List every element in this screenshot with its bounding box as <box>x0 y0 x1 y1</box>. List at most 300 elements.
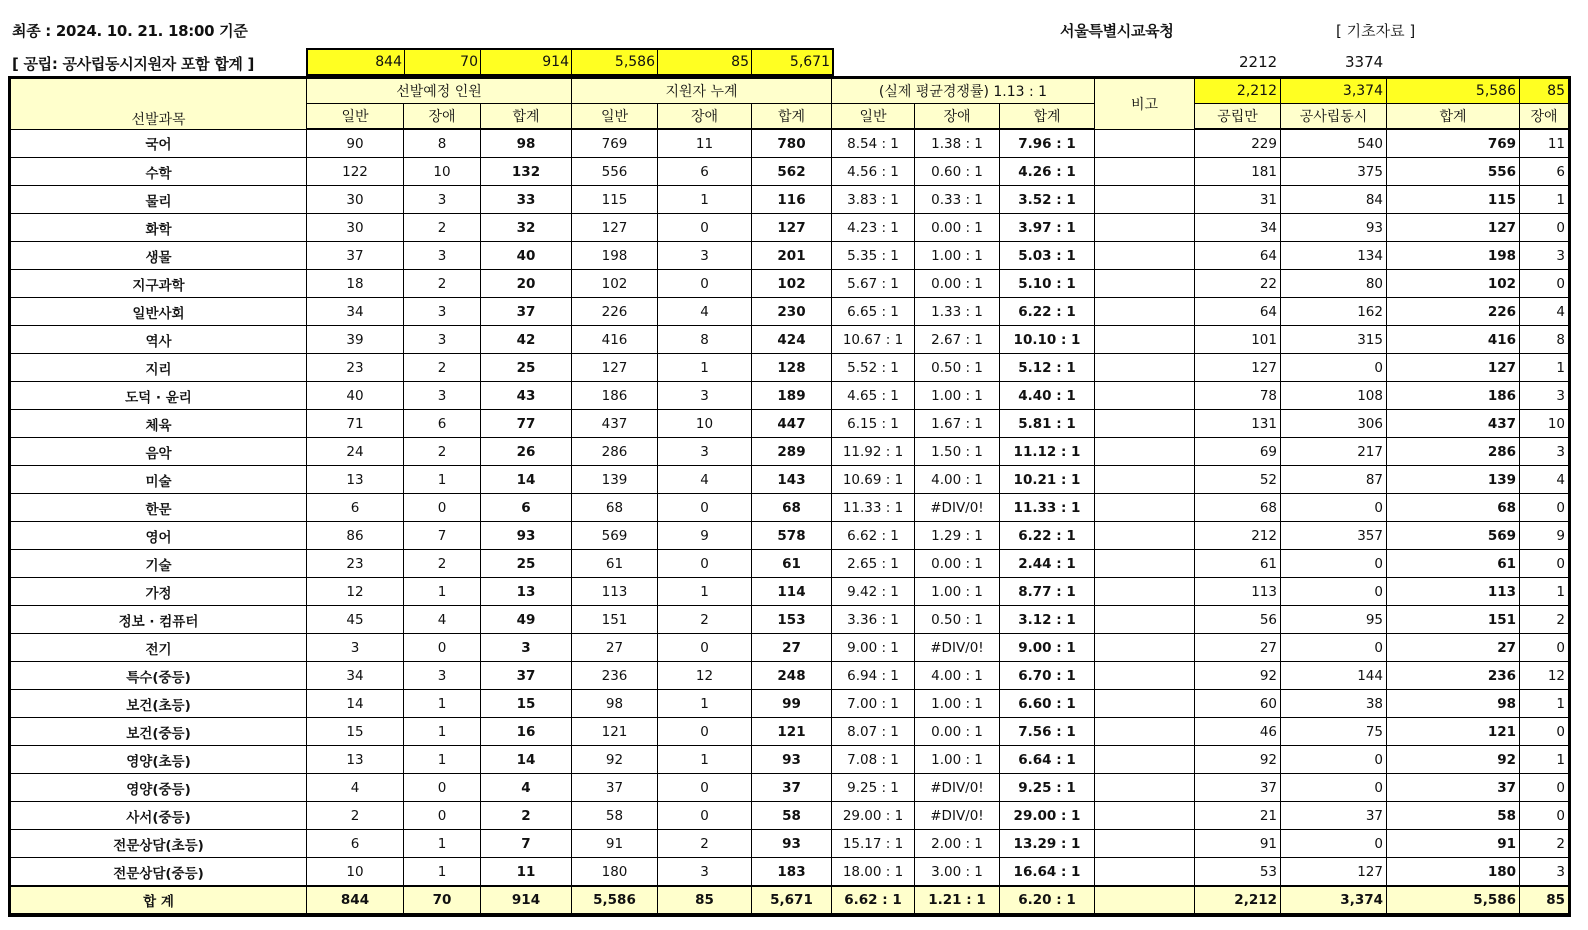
data-cell[interactable]: 3 <box>404 298 481 326</box>
data-cell[interactable]: 115 <box>572 186 658 214</box>
data-cell[interactable]: 37 <box>481 662 572 690</box>
data-cell[interactable]: 12 <box>307 578 404 606</box>
data-cell[interactable]: 37 <box>1281 802 1387 830</box>
data-cell[interactable]: 25 <box>481 550 572 578</box>
data-cell[interactable]: 226 <box>1387 298 1520 326</box>
data-cell[interactable]: 1 <box>1520 690 1569 718</box>
data-cell[interactable]: 0 <box>1281 634 1387 662</box>
data-cell[interactable]: 64 <box>1195 298 1281 326</box>
data-cell[interactable]: 11 <box>481 858 572 887</box>
data-cell[interactable]: #DIV/0! <box>915 634 1000 662</box>
summary-cell[interactable]: 5,671 <box>752 50 832 74</box>
data-cell[interactable]: 5.03 : 1 <box>1000 242 1095 270</box>
data-cell[interactable] <box>1095 410 1195 438</box>
data-cell[interactable]: 38 <box>1281 690 1387 718</box>
data-cell[interactable]: 102 <box>752 270 832 298</box>
subject-cell[interactable]: 체육 <box>11 410 307 438</box>
data-cell[interactable]: 8 <box>1520 326 1569 354</box>
data-cell[interactable]: 0 <box>1520 214 1569 242</box>
data-cell[interactable]: 3 <box>404 662 481 690</box>
data-cell[interactable]: 1 <box>404 690 481 718</box>
data-cell[interactable]: 23 <box>307 354 404 382</box>
data-cell[interactable]: 201 <box>752 242 832 270</box>
data-cell[interactable]: 1 <box>1520 746 1569 774</box>
data-cell[interactable]: 8.54 : 1 <box>832 129 915 158</box>
data-cell[interactable]: 6.20 : 1 <box>1000 886 1095 914</box>
data-cell[interactable]: 3 <box>658 242 752 270</box>
data-cell[interactable]: 85 <box>658 886 752 914</box>
data-cell[interactable]: 6.65 : 1 <box>832 298 915 326</box>
data-cell[interactable]: 7.96 : 1 <box>1000 129 1095 158</box>
data-cell[interactable]: 7.08 : 1 <box>832 746 915 774</box>
data-cell[interactable]: 3 <box>404 326 481 354</box>
data-cell[interactable]: 4 <box>481 774 572 802</box>
data-cell[interactable]: 3 <box>404 242 481 270</box>
data-cell[interactable]: 1 <box>658 578 752 606</box>
data-cell[interactable]: 0 <box>658 634 752 662</box>
data-cell[interactable]: 4 <box>404 606 481 634</box>
data-cell[interactable]: 3 <box>307 634 404 662</box>
data-cell[interactable]: 68 <box>752 494 832 522</box>
data-cell[interactable]: 68 <box>1195 494 1281 522</box>
data-cell[interactable]: 29.00 : 1 <box>1000 802 1095 830</box>
data-cell[interactable] <box>1095 438 1195 466</box>
data-cell[interactable]: 0 <box>658 802 752 830</box>
data-cell[interactable]: 37 <box>307 242 404 270</box>
data-cell[interactable]: 3 <box>404 382 481 410</box>
data-cell[interactable]: 1.38 : 1 <box>915 129 1000 158</box>
data-cell[interactable]: 5.67 : 1 <box>832 270 915 298</box>
data-cell[interactable]: 6.64 : 1 <box>1000 746 1095 774</box>
data-cell[interactable]: 52 <box>1195 466 1281 494</box>
data-cell[interactable]: 4 <box>658 298 752 326</box>
data-cell[interactable]: 540 <box>1281 129 1387 158</box>
data-cell[interactable]: 416 <box>1387 326 1520 354</box>
data-cell[interactable]: 0 <box>1520 718 1569 746</box>
data-cell[interactable]: 10.10 : 1 <box>1000 326 1095 354</box>
data-cell[interactable]: 39 <box>307 326 404 354</box>
data-cell[interactable]: 13 <box>481 578 572 606</box>
data-cell[interactable]: 144 <box>1281 662 1387 690</box>
data-cell[interactable]: 315 <box>1281 326 1387 354</box>
data-cell[interactable]: 1 <box>658 746 752 774</box>
data-cell[interactable]: 2 <box>404 550 481 578</box>
data-cell[interactable]: 14 <box>307 690 404 718</box>
data-cell[interactable]: 40 <box>481 242 572 270</box>
data-cell[interactable]: 0.50 : 1 <box>915 354 1000 382</box>
subject-cell[interactable]: 지리 <box>11 354 307 382</box>
header-yellow-cell[interactable]: 2,212 <box>1195 79 1281 104</box>
data-cell[interactable]: 844 <box>307 886 404 914</box>
data-cell[interactable]: 0 <box>404 774 481 802</box>
data-cell[interactable]: 3.36 : 1 <box>832 606 915 634</box>
data-cell[interactable]: 2 <box>658 830 752 858</box>
data-cell[interactable]: 16.64 : 1 <box>1000 858 1095 887</box>
data-cell[interactable]: 1 <box>658 690 752 718</box>
data-cell[interactable]: 11 <box>1520 129 1569 158</box>
data-cell[interactable]: 0 <box>1520 634 1569 662</box>
subject-cell[interactable]: 도덕 · 윤리 <box>11 382 307 410</box>
data-cell[interactable]: 1 <box>658 354 752 382</box>
data-cell[interactable]: 229 <box>1195 129 1281 158</box>
data-cell[interactable]: 7 <box>404 522 481 550</box>
data-cell[interactable]: 98 <box>481 129 572 158</box>
data-cell[interactable]: 34 <box>1195 214 1281 242</box>
data-cell[interactable]: 3,374 <box>1281 886 1387 914</box>
data-cell[interactable]: 2.44 : 1 <box>1000 550 1095 578</box>
data-cell[interactable]: 0 <box>404 634 481 662</box>
data-cell[interactable]: 0 <box>1281 578 1387 606</box>
data-cell[interactable]: 92 <box>572 746 658 774</box>
data-cell[interactable]: 11.12 : 1 <box>1000 438 1095 466</box>
data-cell[interactable]: 1.00 : 1 <box>915 746 1000 774</box>
subject-cell[interactable]: 전기 <box>11 634 307 662</box>
data-cell[interactable]: 84 <box>1281 186 1387 214</box>
data-cell[interactable] <box>1095 774 1195 802</box>
data-cell[interactable]: 40 <box>307 382 404 410</box>
data-cell[interactable]: 58 <box>1387 802 1520 830</box>
data-cell[interactable]: 6.94 : 1 <box>832 662 915 690</box>
data-cell[interactable]: 2 <box>404 270 481 298</box>
data-cell[interactable]: 1.00 : 1 <box>915 382 1000 410</box>
data-cell[interactable]: 10 <box>658 410 752 438</box>
data-cell[interactable]: 70 <box>404 886 481 914</box>
data-cell[interactable]: 248 <box>752 662 832 690</box>
header-yellow-cell[interactable]: 85 <box>1520 79 1569 104</box>
subject-cell[interactable]: 보건(초등) <box>11 690 307 718</box>
data-cell[interactable] <box>1095 550 1195 578</box>
data-cell[interactable]: 437 <box>1387 410 1520 438</box>
data-cell[interactable]: 6.70 : 1 <box>1000 662 1095 690</box>
data-cell[interactable]: 0 <box>1281 774 1387 802</box>
subject-cell[interactable]: 수학 <box>11 158 307 186</box>
data-cell[interactable]: 226 <box>572 298 658 326</box>
data-cell[interactable]: 5.12 : 1 <box>1000 354 1095 382</box>
data-cell[interactable]: 9.00 : 1 <box>1000 634 1095 662</box>
data-cell[interactable]: 4.26 : 1 <box>1000 158 1095 186</box>
data-cell[interactable]: 4 <box>307 774 404 802</box>
data-cell[interactable]: 93 <box>752 746 832 774</box>
data-cell[interactable]: 1.33 : 1 <box>915 298 1000 326</box>
data-cell[interactable] <box>1095 494 1195 522</box>
data-cell[interactable]: 23 <box>307 550 404 578</box>
data-cell[interactable]: 80 <box>1281 270 1387 298</box>
data-cell[interactable]: 4.56 : 1 <box>832 158 915 186</box>
data-cell[interactable]: 56 <box>1195 606 1281 634</box>
data-cell[interactable]: 286 <box>1387 438 1520 466</box>
data-cell[interactable]: 77 <box>481 410 572 438</box>
subject-cell[interactable]: 보건(중등) <box>11 718 307 746</box>
data-cell[interactable]: 101 <box>1195 326 1281 354</box>
data-cell[interactable]: 30 <box>307 214 404 242</box>
data-cell[interactable]: 6 <box>658 158 752 186</box>
summary-cell[interactable]: 85 <box>658 50 752 74</box>
data-cell[interactable]: 6.15 : 1 <box>832 410 915 438</box>
data-cell[interactable] <box>1095 662 1195 690</box>
data-cell[interactable]: 14 <box>481 746 572 774</box>
data-cell[interactable]: 3.12 : 1 <box>1000 606 1095 634</box>
data-cell[interactable]: 3 <box>658 382 752 410</box>
data-cell[interactable]: 780 <box>752 129 832 158</box>
data-cell[interactable]: 64 <box>1195 242 1281 270</box>
data-cell[interactable] <box>1095 606 1195 634</box>
data-cell[interactable]: 9 <box>658 522 752 550</box>
data-cell[interactable]: 2 <box>404 214 481 242</box>
data-cell[interactable]: 21 <box>1195 802 1281 830</box>
data-cell[interactable]: 102 <box>572 270 658 298</box>
data-cell[interactable]: 186 <box>572 382 658 410</box>
data-cell[interactable]: 6 <box>481 494 572 522</box>
data-cell[interactable]: 5,586 <box>1387 886 1520 914</box>
data-cell[interactable]: 3 <box>658 438 752 466</box>
data-cell[interactable]: 3 <box>658 858 752 887</box>
data-cell[interactable]: 2 <box>307 802 404 830</box>
data-cell[interactable]: 447 <box>752 410 832 438</box>
data-cell[interactable]: 9.25 : 1 <box>1000 774 1095 802</box>
data-cell[interactable]: 2.65 : 1 <box>832 550 915 578</box>
data-cell[interactable]: 99 <box>752 690 832 718</box>
data-cell[interactable]: 98 <box>1387 690 1520 718</box>
data-cell[interactable]: 13 <box>307 746 404 774</box>
data-cell[interactable]: 186 <box>1387 382 1520 410</box>
data-cell[interactable]: 93 <box>1281 214 1387 242</box>
data-cell[interactable]: 10 <box>404 158 481 186</box>
data-cell[interactable]: 0 <box>1520 494 1569 522</box>
data-cell[interactable]: 98 <box>572 690 658 718</box>
data-cell[interactable]: 108 <box>1281 382 1387 410</box>
data-cell[interactable]: 92 <box>1195 746 1281 774</box>
summary-cell[interactable]: 914 <box>481 50 572 74</box>
data-cell[interactable]: 1 <box>1520 578 1569 606</box>
data-cell[interactable]: 9.25 : 1 <box>832 774 915 802</box>
data-cell[interactable]: 1 <box>404 858 481 887</box>
data-cell[interactable]: 139 <box>1387 466 1520 494</box>
data-cell[interactable]: 569 <box>1387 522 1520 550</box>
data-cell[interactable]: 189 <box>752 382 832 410</box>
subject-cell[interactable]: 전문상담(중등) <box>11 858 307 887</box>
data-cell[interactable]: 132 <box>481 158 572 186</box>
subject-cell[interactable]: 국어 <box>11 129 307 158</box>
data-cell[interactable]: 95 <box>1281 606 1387 634</box>
data-cell[interactable]: 127 <box>1195 354 1281 382</box>
data-cell[interactable] <box>1095 298 1195 326</box>
data-cell[interactable]: 0.00 : 1 <box>915 550 1000 578</box>
data-cell[interactable]: 10 <box>1520 410 1569 438</box>
data-cell[interactable]: 4.40 : 1 <box>1000 382 1095 410</box>
data-cell[interactable]: 75 <box>1281 718 1387 746</box>
header-yellow-cell[interactable]: 5,586 <box>1387 79 1520 104</box>
data-cell[interactable]: 1.67 : 1 <box>915 410 1000 438</box>
data-cell[interactable]: 6 <box>1520 158 1569 186</box>
data-cell[interactable]: 0 <box>404 802 481 830</box>
data-cell[interactable]: 4.23 : 1 <box>832 214 915 242</box>
subject-cell[interactable]: 특수(중등) <box>11 662 307 690</box>
data-cell[interactable]: 1 <box>404 718 481 746</box>
data-cell[interactable]: 69 <box>1195 438 1281 466</box>
data-cell[interactable]: 5,586 <box>572 886 658 914</box>
data-cell[interactable]: 116 <box>752 186 832 214</box>
data-cell[interactable] <box>1095 886 1195 914</box>
subject-cell[interactable]: 역사 <box>11 326 307 354</box>
data-cell[interactable]: 6.60 : 1 <box>1000 690 1095 718</box>
data-cell[interactable]: 31 <box>1195 186 1281 214</box>
data-cell[interactable]: 128 <box>752 354 832 382</box>
data-cell[interactable]: 1 <box>658 186 752 214</box>
data-cell[interactable] <box>1095 578 1195 606</box>
data-cell[interactable] <box>1095 354 1195 382</box>
data-cell[interactable]: 416 <box>572 326 658 354</box>
data-cell[interactable]: 102 <box>1387 270 1520 298</box>
data-cell[interactable]: 556 <box>572 158 658 186</box>
data-cell[interactable]: 18.00 : 1 <box>832 858 915 887</box>
data-cell[interactable]: #DIV/0! <box>915 774 1000 802</box>
data-cell[interactable]: 68 <box>1387 494 1520 522</box>
data-cell[interactable]: 0 <box>1520 270 1569 298</box>
data-cell[interactable]: 139 <box>572 466 658 494</box>
data-cell[interactable]: 6.62 : 1 <box>832 522 915 550</box>
data-cell[interactable]: 127 <box>752 214 832 242</box>
data-cell[interactable]: 15 <box>481 690 572 718</box>
data-cell[interactable]: 3 <box>1520 382 1569 410</box>
data-cell[interactable]: 60 <box>1195 690 1281 718</box>
data-cell[interactable]: 9.42 : 1 <box>832 578 915 606</box>
data-cell[interactable]: 0.00 : 1 <box>915 214 1000 242</box>
data-cell[interactable]: 0 <box>1520 550 1569 578</box>
data-cell[interactable]: 16 <box>481 718 572 746</box>
data-cell[interactable] <box>1095 858 1195 887</box>
data-cell[interactable]: 58 <box>572 802 658 830</box>
subject-cell[interactable]: 미술 <box>11 466 307 494</box>
summary-cell[interactable]: 5,586 <box>572 50 658 74</box>
data-cell[interactable]: 162 <box>1281 298 1387 326</box>
data-cell[interactable]: 22 <box>1195 270 1281 298</box>
data-cell[interactable]: 113 <box>1387 578 1520 606</box>
data-cell[interactable]: 61 <box>752 550 832 578</box>
data-cell[interactable]: 29.00 : 1 <box>832 802 915 830</box>
data-cell[interactable]: 6 <box>307 494 404 522</box>
subject-cell[interactable]: 음악 <box>11 438 307 466</box>
data-cell[interactable]: 127 <box>1387 354 1520 382</box>
data-cell[interactable] <box>1095 382 1195 410</box>
data-cell[interactable]: 2,212 <box>1195 886 1281 914</box>
subject-cell[interactable]: 일반사회 <box>11 298 307 326</box>
data-cell[interactable]: 2 <box>404 354 481 382</box>
data-cell[interactable]: 6.22 : 1 <box>1000 298 1095 326</box>
data-cell[interactable]: 0.00 : 1 <box>915 270 1000 298</box>
data-cell[interactable]: 131 <box>1195 410 1281 438</box>
data-cell[interactable]: 0.60 : 1 <box>915 158 1000 186</box>
data-cell[interactable]: 4 <box>658 466 752 494</box>
free-number[interactable]: 2212 <box>1239 53 1278 71</box>
data-cell[interactable] <box>1095 214 1195 242</box>
data-cell[interactable]: 26 <box>481 438 572 466</box>
data-cell[interactable]: 68 <box>572 494 658 522</box>
data-cell[interactable]: 3.52 : 1 <box>1000 186 1095 214</box>
data-cell[interactable]: 9 <box>1520 522 1569 550</box>
data-cell[interactable]: 61 <box>1195 550 1281 578</box>
data-cell[interactable]: 42 <box>481 326 572 354</box>
data-cell[interactable]: 27 <box>1387 634 1520 662</box>
data-cell[interactable]: 11.33 : 1 <box>832 494 915 522</box>
data-cell[interactable]: 769 <box>572 129 658 158</box>
data-cell[interactable]: 2 <box>404 438 481 466</box>
subject-cell[interactable]: 한문 <box>11 494 307 522</box>
data-cell[interactable]: 4.00 : 1 <box>915 662 1000 690</box>
data-cell[interactable]: 0 <box>1281 354 1387 382</box>
data-cell[interactable]: 1 <box>404 578 481 606</box>
data-cell[interactable]: 93 <box>481 522 572 550</box>
subject-cell[interactable]: 정보 · 컴퓨터 <box>11 606 307 634</box>
data-cell[interactable]: 46 <box>1195 718 1281 746</box>
data-cell[interactable]: 5.35 : 1 <box>832 242 915 270</box>
data-cell[interactable]: 4.65 : 1 <box>832 382 915 410</box>
data-cell[interactable]: 5.81 : 1 <box>1000 410 1095 438</box>
data-cell[interactable]: 37 <box>1387 774 1520 802</box>
data-cell[interactable]: 34 <box>307 662 404 690</box>
data-cell[interactable]: 30 <box>307 186 404 214</box>
data-cell[interactable]: 3.97 : 1 <box>1000 214 1095 242</box>
data-cell[interactable]: 0.50 : 1 <box>915 606 1000 634</box>
data-cell[interactable]: 32 <box>481 214 572 242</box>
data-cell[interactable]: 569 <box>572 522 658 550</box>
data-cell[interactable]: 0 <box>658 718 752 746</box>
data-cell[interactable]: 10 <box>307 858 404 887</box>
data-cell[interactable]: 7 <box>481 830 572 858</box>
data-cell[interactable]: 1 <box>1520 354 1569 382</box>
data-cell[interactable]: 0 <box>658 214 752 242</box>
data-cell[interactable]: 375 <box>1281 158 1387 186</box>
data-cell[interactable]: 0 <box>1281 830 1387 858</box>
data-cell[interactable]: 86 <box>307 522 404 550</box>
subject-cell[interactable]: 영어 <box>11 522 307 550</box>
data-cell[interactable]: 127 <box>1281 858 1387 887</box>
data-cell[interactable]: 0.00 : 1 <box>915 718 1000 746</box>
data-cell[interactable]: 1.50 : 1 <box>915 438 1000 466</box>
data-cell[interactable]: 27 <box>1195 634 1281 662</box>
data-cell[interactable]: 1.29 : 1 <box>915 522 1000 550</box>
data-cell[interactable]: 4 <box>1520 466 1569 494</box>
data-cell[interactable]: 91 <box>1195 830 1281 858</box>
data-cell[interactable]: 198 <box>1387 242 1520 270</box>
data-cell[interactable]: 180 <box>1387 858 1520 887</box>
data-cell[interactable]: 91 <box>572 830 658 858</box>
data-cell[interactable]: 37 <box>752 774 832 802</box>
data-cell[interactable]: 6.22 : 1 <box>1000 522 1095 550</box>
data-cell[interactable]: 306 <box>1281 410 1387 438</box>
data-cell[interactable]: 769 <box>1387 129 1520 158</box>
data-cell[interactable]: 24 <box>307 438 404 466</box>
data-cell[interactable]: 2 <box>1520 830 1569 858</box>
data-cell[interactable]: 12 <box>1520 662 1569 690</box>
data-cell[interactable]: 15.17 : 1 <box>832 830 915 858</box>
data-cell[interactable]: 1 <box>404 466 481 494</box>
free-number[interactable]: 3374 <box>1345 53 1384 71</box>
data-cell[interactable]: 34 <box>307 298 404 326</box>
data-cell[interactable]: 12 <box>658 662 752 690</box>
data-cell[interactable]: 0.33 : 1 <box>915 186 1000 214</box>
data-cell[interactable]: 93 <box>752 830 832 858</box>
data-cell[interactable]: 61 <box>1387 550 1520 578</box>
data-cell[interactable]: 1 <box>404 746 481 774</box>
data-cell[interactable]: 437 <box>572 410 658 438</box>
subject-cell[interactable]: 영양(초등) <box>11 746 307 774</box>
data-cell[interactable]: 8 <box>658 326 752 354</box>
data-cell[interactable]: 3 <box>1520 438 1569 466</box>
subject-cell[interactable]: 전문상담(초등) <box>11 830 307 858</box>
data-cell[interactable]: 37 <box>1195 774 1281 802</box>
data-cell[interactable]: 121 <box>1387 718 1520 746</box>
data-cell[interactable]: 236 <box>572 662 658 690</box>
